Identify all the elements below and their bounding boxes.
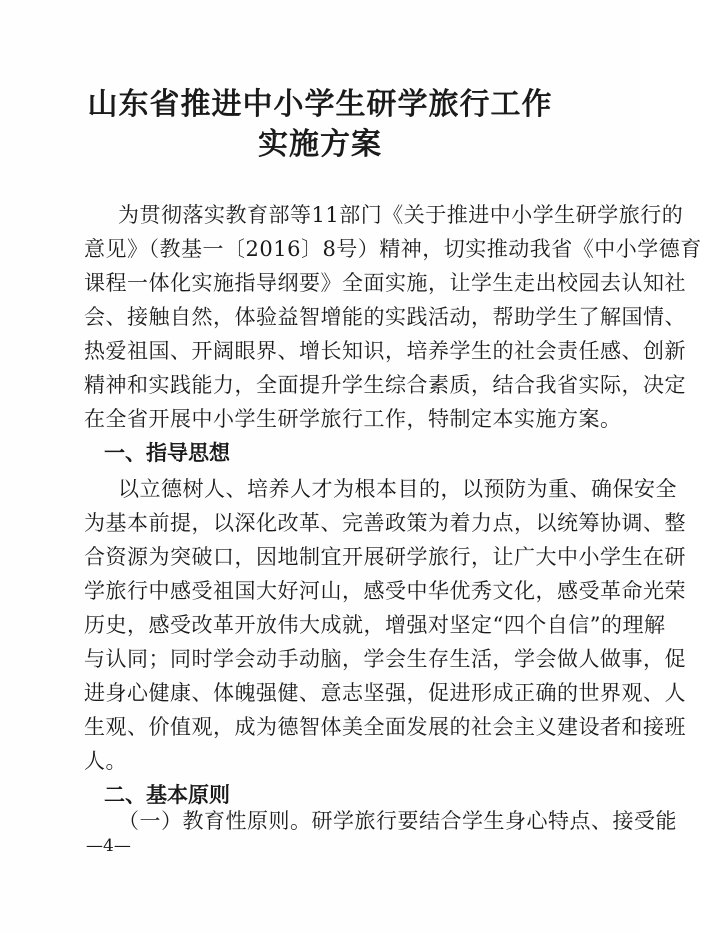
intro-line: 在全省开展中小学生研学旅行工作，特制定本实施方案。 <box>84 407 622 431</box>
section1-line: 进身心健康、体魄强健、意志坚强，促进形成正确的世界观、人 <box>84 681 686 705</box>
intro-line: 课程一体化实施指导纲要》全面实施，让学生走出校园去认知社 <box>84 271 686 295</box>
section1-line: 历史，感受改革开放伟大成就，增强对坚定“四个自信”的理解 <box>84 613 666 637</box>
section1-line: 以立德树人、培养人才为根本目的，以预防为重、确保安全 <box>118 477 677 501</box>
document-title-line1: 山东省推进中小学生研学旅行工作 <box>87 87 553 122</box>
section1-line: 生观、价值观，成为德智体美全面发展的社会主义建设者和接班 <box>84 715 686 739</box>
section1-line: 为基本前提，以深化改革、完善政策为着力点，以统筹协调、整 <box>84 511 686 535</box>
page-number: —4— <box>86 836 131 856</box>
document-title-line2: 实施方案 <box>258 127 382 162</box>
section1-line: 学旅行中感受祖国大好河山，感受中华优秀文化，感受革命光荣 <box>84 579 686 603</box>
section1-line: 人。 <box>84 749 127 773</box>
section2-line: （一）教育性原则。研学旅行要结合学生身心特点、接受能 <box>118 809 677 833</box>
section1-heading: 一、指导思想 <box>104 441 230 465</box>
intro-line: 热爱祖国、开阔眼界、增长知识，培养学生的社会责任感、创新 <box>84 339 686 363</box>
intro-line: 会、接触自然，体验益智增能的实践活动，帮助学生了解国情、 <box>84 305 686 329</box>
intro-line: 为贯彻落实教育部等11部门《关于推进中小学生研学旅行的 <box>118 203 684 227</box>
section1-line: 与认同；同时学会动手动脑，学会生存生活，学会做人做事，促 <box>84 647 686 671</box>
section2-heading: 二、基本原则 <box>104 783 230 807</box>
intro-line: 意见》（教基一〔2016〕8号）精神，切实推动我省《中小学德育 <box>84 237 702 261</box>
section1-line: 合资源为突破口，因地制宜开展研学旅行，让广大中小学生在研 <box>84 545 686 569</box>
intro-line: 精神和实践能力，全面提升学生综合素质，结合我省实际，决定 <box>84 373 686 397</box>
